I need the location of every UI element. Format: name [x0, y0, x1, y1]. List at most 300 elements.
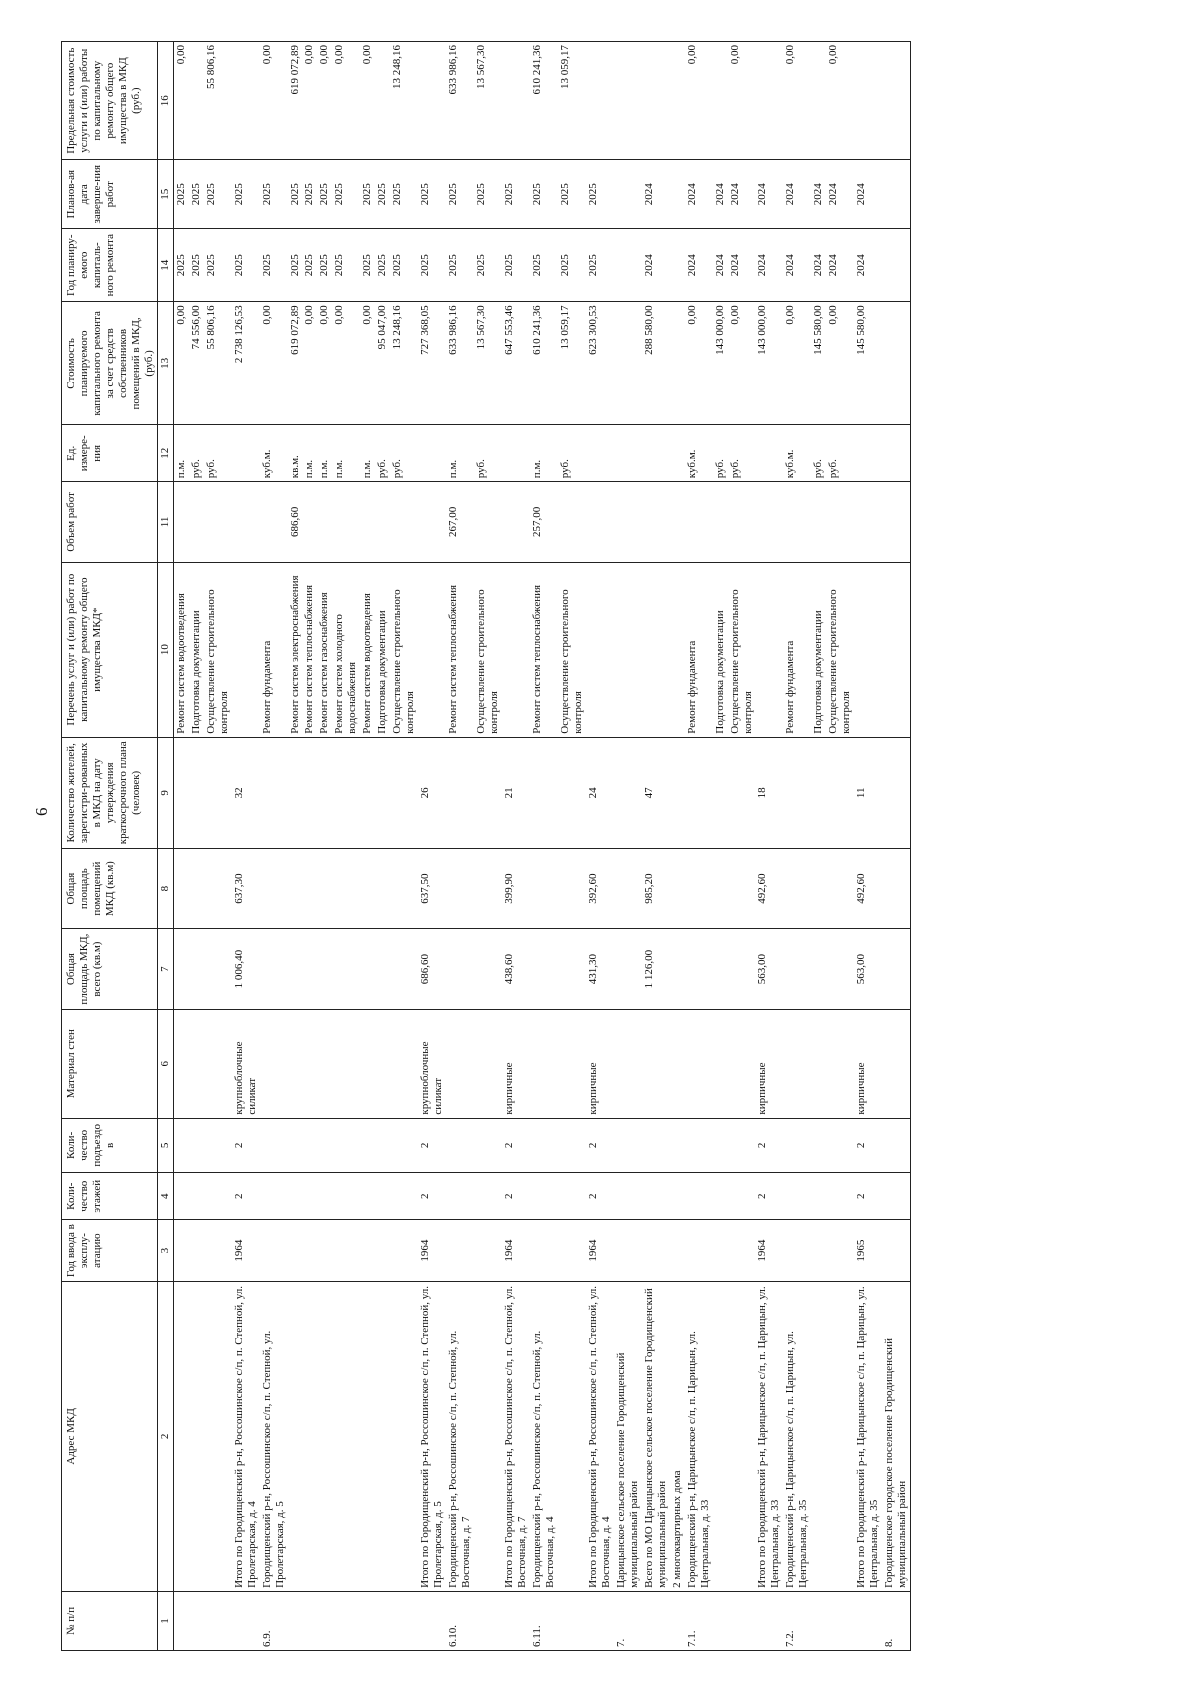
cell-col-7 — [390, 929, 418, 1009]
cell-col-15: 2025 — [558, 160, 586, 229]
column-number-8: 8 — [157, 848, 173, 928]
cell-col-3 — [530, 1220, 558, 1282]
cell-col-16: 0,00 — [783, 42, 811, 160]
cell-col-4: 2 — [854, 1173, 882, 1220]
cell-col-16 — [642, 42, 670, 160]
cell-col-7: 686,60 — [418, 929, 446, 1009]
cell-col-15: 2024 — [783, 160, 811, 229]
cell-col-9 — [685, 737, 713, 848]
cell-col-2: Городищенский р-н, Россошинское с/п, п. Степной, ул. Восточная, д. 7 — [446, 1281, 474, 1591]
cell-col-4 — [642, 1173, 670, 1220]
cell-col-16: 13 567,30 — [474, 42, 502, 160]
cell-col-16 — [882, 42, 910, 160]
cell-col-13: 619 072,89 — [288, 302, 303, 425]
cell-col-12: руб. — [204, 425, 232, 482]
cell-col-6 — [530, 1009, 558, 1118]
cell-col-4 — [882, 1173, 910, 1220]
cell-col-14: 2025 — [173, 229, 188, 302]
cell-col-1 — [474, 1591, 502, 1650]
cell-col-5 — [204, 1118, 232, 1172]
header-col-14: Год планиру-емого капиталь-ного ремонта — [62, 229, 158, 302]
cell-col-1 — [854, 1591, 882, 1650]
cell-col-7 — [826, 929, 854, 1009]
cell-col-11: 267,00 — [446, 482, 474, 562]
cell-col-16: 55 806,16 — [204, 42, 232, 160]
cell-col-1 — [728, 1591, 756, 1650]
cell-col-5: 2 — [755, 1118, 783, 1172]
cell-col-16 — [755, 42, 783, 160]
cell-col-3: 1964 — [586, 1220, 614, 1282]
cell-col-8 — [332, 848, 360, 928]
cell-col-13: 0,00 — [332, 302, 360, 425]
cell-col-8 — [713, 848, 728, 928]
cell-col-9 — [375, 737, 390, 848]
cell-col-7 — [530, 929, 558, 1009]
cell-col-15: 2024 — [854, 160, 882, 229]
cell-col-11 — [685, 482, 713, 562]
cell-col-12: руб. — [558, 425, 586, 482]
cell-col-15: 2025 — [375, 160, 390, 229]
cell-col-11 — [390, 482, 418, 562]
cell-col-4 — [390, 1173, 418, 1220]
cell-col-10 — [502, 562, 530, 737]
table-row — [302, 42, 317, 1651]
cell-col-6 — [332, 1009, 360, 1118]
cell-col-1: 7.2. — [783, 1591, 811, 1650]
cell-col-2: 2 многоквартирных дома — [670, 1281, 685, 1591]
cell-col-15: 2025 — [204, 160, 232, 229]
cell-col-12: куб.м. — [260, 425, 288, 482]
cell-col-14: 2025 — [558, 229, 586, 302]
table-row — [685, 42, 713, 1651]
cell-col-4 — [685, 1173, 713, 1220]
table-row — [360, 42, 375, 1651]
header-col-5: Коли-чество подъездо в — [62, 1118, 158, 1172]
cell-col-9 — [713, 737, 728, 848]
cell-col-12: руб. — [811, 425, 826, 482]
cell-col-1: 8. — [882, 1591, 910, 1650]
cell-col-3 — [288, 1220, 303, 1282]
cell-col-8 — [685, 848, 713, 928]
cell-col-7 — [204, 929, 232, 1009]
cell-col-13: 74 556,00 — [189, 302, 204, 425]
cell-col-1 — [558, 1591, 586, 1650]
cell-col-5 — [728, 1118, 756, 1172]
cell-col-9 — [783, 737, 811, 848]
cell-col-4: 2 — [418, 1173, 446, 1220]
cell-col-2 — [332, 1281, 360, 1591]
cell-col-6 — [614, 1009, 642, 1118]
cell-col-4 — [360, 1173, 375, 1220]
cell-col-3: 1964 — [755, 1220, 783, 1282]
cell-col-9: 32 — [232, 737, 260, 848]
cell-col-14: 2025 — [232, 229, 260, 302]
cell-col-11 — [302, 482, 317, 562]
cell-col-8: 392,60 — [586, 848, 614, 928]
cell-col-12 — [502, 425, 530, 482]
cell-col-16: 0,00 — [826, 42, 854, 160]
cell-col-10: Ремонт систем теплоснабжения — [446, 562, 474, 737]
cell-col-6 — [783, 1009, 811, 1118]
cell-col-13: 13 567,30 — [474, 302, 502, 425]
cell-col-3 — [474, 1220, 502, 1282]
cell-col-3 — [811, 1220, 826, 1282]
cell-col-11 — [783, 482, 811, 562]
cell-col-12: куб.м. — [783, 425, 811, 482]
cell-col-4 — [783, 1173, 811, 1220]
cell-col-7 — [288, 929, 303, 1009]
cell-col-5 — [826, 1118, 854, 1172]
table-row — [375, 42, 390, 1651]
cell-col-2 — [713, 1281, 728, 1591]
cell-col-15: 2025 — [173, 160, 188, 229]
cell-col-16: 0,00 — [728, 42, 756, 160]
table-body — [173, 42, 910, 1651]
cell-col-8 — [728, 848, 756, 928]
cell-col-9 — [811, 737, 826, 848]
column-number-5: 5 — [157, 1118, 173, 1172]
header-col-16: Предельная стоимость услуги и (или) работы по капитальному ремонту общего имущества в МКД (руб.) — [62, 42, 158, 160]
cell-col-10: Осуществление строительного контроля — [558, 562, 586, 737]
cell-col-6: кирпичные — [755, 1009, 783, 1118]
cell-col-10: Ремонт систем холодного водоснабжения — [332, 562, 360, 737]
cell-col-1 — [586, 1591, 614, 1650]
cell-col-4 — [614, 1173, 642, 1220]
cell-col-15: 2025 — [360, 160, 375, 229]
cell-col-10: Подготовка документации — [375, 562, 390, 737]
cell-col-8 — [670, 848, 685, 928]
cell-col-1: 7. — [614, 1591, 642, 1650]
column-number-1: 1 — [157, 1591, 173, 1650]
table-row — [260, 42, 288, 1651]
cell-col-11 — [854, 482, 882, 562]
cell-col-10: Ремонт систем водоотведения — [173, 562, 188, 737]
column-number-9: 9 — [157, 737, 173, 848]
cell-col-14: 2025 — [189, 229, 204, 302]
cell-col-12: руб. — [728, 425, 756, 482]
cell-col-1 — [670, 1591, 685, 1650]
cell-col-12: п.м. — [530, 425, 558, 482]
cell-col-13: 288 580,00 — [642, 302, 670, 425]
cell-col-6 — [360, 1009, 375, 1118]
cell-col-2: Царицынское сельское поселение Городищенский муниципальный район — [614, 1281, 642, 1591]
cell-col-15: 2025 — [288, 160, 303, 229]
cell-col-3 — [783, 1220, 811, 1282]
cell-col-13: 727 368,05 — [418, 302, 446, 425]
cell-col-8 — [811, 848, 826, 928]
cell-col-10: Осуществление строительного контроля — [390, 562, 418, 737]
cell-col-2 — [288, 1281, 303, 1591]
cell-col-15: 2024 — [685, 160, 713, 229]
cell-col-7 — [882, 929, 910, 1009]
cell-col-3 — [614, 1220, 642, 1282]
cell-col-7 — [783, 929, 811, 1009]
cell-col-14: 2024 — [854, 229, 882, 302]
cell-col-8 — [204, 848, 232, 928]
cell-col-6 — [302, 1009, 317, 1118]
cell-col-7 — [189, 929, 204, 1009]
cell-col-16: 13 059,17 — [558, 42, 586, 160]
cell-col-3 — [189, 1220, 204, 1282]
cell-col-5 — [558, 1118, 586, 1172]
cell-col-5 — [173, 1118, 188, 1172]
table-row — [418, 42, 446, 1651]
cell-col-8 — [614, 848, 642, 928]
cell-col-9 — [446, 737, 474, 848]
cell-col-1 — [390, 1591, 418, 1650]
cell-col-16 — [232, 42, 260, 160]
cell-col-2: Итого по Городищенский р-н, Россошинское с/п, п. Степной, ул. Восточная, д. 7 — [502, 1281, 530, 1591]
cell-col-13: 13 248,16 — [390, 302, 418, 425]
column-number-16: 16 — [157, 42, 173, 160]
cell-col-1 — [360, 1591, 375, 1650]
table-row — [204, 42, 232, 1651]
cell-col-7: 563,00 — [755, 929, 783, 1009]
cell-col-13: 0,00 — [302, 302, 317, 425]
cell-col-6 — [826, 1009, 854, 1118]
cell-col-2: Городищенский р-н, Россошинское с/п, п. Степной, ул. Пролетарская, д. 5 — [260, 1281, 288, 1591]
table-row — [446, 42, 474, 1651]
cell-col-9 — [728, 737, 756, 848]
cell-col-5 — [288, 1118, 303, 1172]
cell-col-6 — [558, 1009, 586, 1118]
column-number-4: 4 — [157, 1173, 173, 1220]
cell-col-9 — [204, 737, 232, 848]
cell-col-9: 21 — [502, 737, 530, 848]
cell-col-11 — [360, 482, 375, 562]
cell-col-3 — [390, 1220, 418, 1282]
cell-col-3: 1964 — [418, 1220, 446, 1282]
column-number-10: 10 — [157, 562, 173, 737]
cell-col-4 — [189, 1173, 204, 1220]
cell-col-8 — [530, 848, 558, 928]
table-row — [558, 42, 586, 1651]
cell-col-1 — [826, 1591, 854, 1650]
cell-col-3: 1964 — [502, 1220, 530, 1282]
cell-col-12 — [882, 425, 910, 482]
cell-col-16: 0,00 — [360, 42, 375, 160]
cell-col-15: 2025 — [317, 160, 332, 229]
cell-col-11 — [317, 482, 332, 562]
header-col-7: Общая площадь МКД, всего (кв.м) — [62, 929, 158, 1009]
cell-col-16: 610 241,36 — [530, 42, 558, 160]
cell-col-7 — [317, 929, 332, 1009]
cell-col-7: 1 126,00 — [642, 929, 670, 1009]
cell-col-6: крупноблочные силикат — [418, 1009, 446, 1118]
cell-col-15: 2024 — [642, 160, 670, 229]
column-number-13: 13 — [157, 302, 173, 425]
cell-col-9 — [826, 737, 854, 848]
cell-col-11 — [811, 482, 826, 562]
column-number-7: 7 — [157, 929, 173, 1009]
cell-col-4 — [530, 1173, 558, 1220]
table-row — [390, 42, 418, 1651]
cell-col-13: 0,00 — [826, 302, 854, 425]
cell-col-4 — [288, 1173, 303, 1220]
cell-col-1 — [189, 1591, 204, 1650]
cell-col-5: 2 — [232, 1118, 260, 1172]
cell-col-4 — [670, 1173, 685, 1220]
cell-col-7 — [375, 929, 390, 1009]
cell-col-12: руб. — [474, 425, 502, 482]
cell-col-4 — [826, 1173, 854, 1220]
cell-col-10 — [614, 562, 642, 737]
cell-col-12 — [586, 425, 614, 482]
header-col-4: Коли-чество этажей — [62, 1173, 158, 1220]
cell-col-11 — [173, 482, 188, 562]
cell-col-14: 2025 — [418, 229, 446, 302]
cell-col-4: 2 — [755, 1173, 783, 1220]
cell-col-12: руб. — [189, 425, 204, 482]
cell-col-8: 399,90 — [502, 848, 530, 928]
cell-col-6: кирпичные — [502, 1009, 530, 1118]
cell-col-1 — [811, 1591, 826, 1650]
header-col-2: Адрес МКД — [62, 1281, 158, 1591]
cell-col-3 — [713, 1220, 728, 1282]
cell-col-7: 1 006,40 — [232, 929, 260, 1009]
table-row — [332, 42, 360, 1651]
cell-col-11 — [670, 482, 685, 562]
column-number-11: 11 — [157, 482, 173, 562]
cell-col-9: 47 — [642, 737, 670, 848]
cell-col-2 — [317, 1281, 332, 1591]
cell-col-10 — [755, 562, 783, 737]
cell-col-11 — [586, 482, 614, 562]
cell-col-1 — [713, 1591, 728, 1650]
cell-col-1 — [755, 1591, 783, 1650]
cell-col-12 — [642, 425, 670, 482]
cell-col-14: 2025 — [360, 229, 375, 302]
cell-col-3 — [685, 1220, 713, 1282]
cell-col-8 — [446, 848, 474, 928]
cell-col-2 — [728, 1281, 756, 1591]
cell-col-2 — [390, 1281, 418, 1591]
cell-col-14: 2025 — [204, 229, 232, 302]
cell-col-9 — [360, 737, 375, 848]
header-col-3: Год ввода в эксплу-атацию — [62, 1220, 158, 1282]
cell-col-16: 0,00 — [332, 42, 360, 160]
cell-col-14: 2024 — [755, 229, 783, 302]
cell-col-3 — [204, 1220, 232, 1282]
cell-col-14: 2024 — [826, 229, 854, 302]
cell-col-11 — [713, 482, 728, 562]
cell-col-13 — [670, 302, 685, 425]
cell-col-5 — [302, 1118, 317, 1172]
cell-col-12: п.м. — [302, 425, 317, 482]
cell-col-11: 686,60 — [288, 482, 303, 562]
cell-col-16 — [375, 42, 390, 160]
cell-col-16: 13 248,16 — [390, 42, 418, 160]
cell-col-8 — [474, 848, 502, 928]
cell-col-9 — [317, 737, 332, 848]
cell-col-8 — [288, 848, 303, 928]
cell-col-13 — [614, 302, 642, 425]
cell-col-2 — [360, 1281, 375, 1591]
cell-col-9 — [882, 737, 910, 848]
cell-col-13: 2 738 126,53 — [232, 302, 260, 425]
cell-col-2: Городищенский р-н, Царицынское с/п, п. Царицын, ул. Центральная, д. 33 — [685, 1281, 713, 1591]
cell-col-3 — [642, 1220, 670, 1282]
cell-col-9 — [302, 737, 317, 848]
cell-col-5: 2 — [854, 1118, 882, 1172]
cell-col-7 — [360, 929, 375, 1009]
cell-col-2: Итого по Городищенский р-н, Россошинское с/п, п. Степной, ул. Восточная, д. 4 — [586, 1281, 614, 1591]
cell-col-12: руб. — [390, 425, 418, 482]
cell-col-14 — [614, 229, 642, 302]
cell-col-2 — [302, 1281, 317, 1591]
table-row — [586, 42, 614, 1651]
cell-col-8 — [375, 848, 390, 928]
cell-col-10 — [670, 562, 685, 737]
cell-col-11 — [755, 482, 783, 562]
page-number: 6 — [32, 807, 51, 816]
cell-col-10 — [854, 562, 882, 737]
cell-col-14: 2025 — [332, 229, 360, 302]
cell-col-2 — [474, 1281, 502, 1591]
table-row — [530, 42, 558, 1651]
cell-col-8 — [390, 848, 418, 928]
cell-col-11 — [232, 482, 260, 562]
cell-col-2: Городищенский р-н, Россошинское с/п, п. Степной, ул. Восточная, д. 4 — [530, 1281, 558, 1591]
cell-col-9 — [614, 737, 642, 848]
cell-col-11 — [642, 482, 670, 562]
cell-col-5 — [390, 1118, 418, 1172]
cell-col-14: 2025 — [317, 229, 332, 302]
cell-col-4 — [173, 1173, 188, 1220]
cell-col-15: 2024 — [811, 160, 826, 229]
cell-col-6 — [446, 1009, 474, 1118]
cell-col-10: Осуществление строительного контроля — [474, 562, 502, 737]
cell-col-12: п.м. — [360, 425, 375, 482]
cell-col-16 — [614, 42, 642, 160]
cell-col-16 — [189, 42, 204, 160]
cell-col-15: 2024 — [826, 160, 854, 229]
cell-col-1 — [232, 1591, 260, 1650]
cell-col-2 — [189, 1281, 204, 1591]
cell-col-6 — [204, 1009, 232, 1118]
cell-col-6: кирпичные — [854, 1009, 882, 1118]
cell-col-13: 55 806,16 — [204, 302, 232, 425]
cell-col-12 — [670, 425, 685, 482]
cell-col-16 — [502, 42, 530, 160]
cell-col-7: 431,30 — [586, 929, 614, 1009]
cell-col-8 — [302, 848, 317, 928]
cell-col-3: 1965 — [854, 1220, 882, 1282]
cell-col-13: 0,00 — [317, 302, 332, 425]
cell-col-11 — [332, 482, 360, 562]
cell-col-7 — [558, 929, 586, 1009]
cell-col-12: руб. — [826, 425, 854, 482]
cell-col-5 — [642, 1118, 670, 1172]
cell-col-4 — [375, 1173, 390, 1220]
cell-col-11 — [418, 482, 446, 562]
cell-col-2: Итого по Городищенский р-н, Царицынское с/п, п. Царицын, ул. Центральная, д. 33 — [755, 1281, 783, 1591]
cell-col-12 — [232, 425, 260, 482]
cell-col-3 — [173, 1220, 188, 1282]
cell-col-10: Ремонт систем теплоснабжения — [530, 562, 558, 737]
cell-col-3 — [332, 1220, 360, 1282]
cell-col-9 — [288, 737, 303, 848]
table-row — [614, 42, 642, 1651]
table-row — [173, 42, 188, 1651]
cell-col-5 — [375, 1118, 390, 1172]
cell-col-5 — [614, 1118, 642, 1172]
cell-col-13: 0,00 — [783, 302, 811, 425]
cell-col-5 — [446, 1118, 474, 1172]
cell-col-13: 610 241,36 — [530, 302, 558, 425]
cell-col-14: 2025 — [390, 229, 418, 302]
cell-col-1: 6.11. — [530, 1591, 558, 1650]
